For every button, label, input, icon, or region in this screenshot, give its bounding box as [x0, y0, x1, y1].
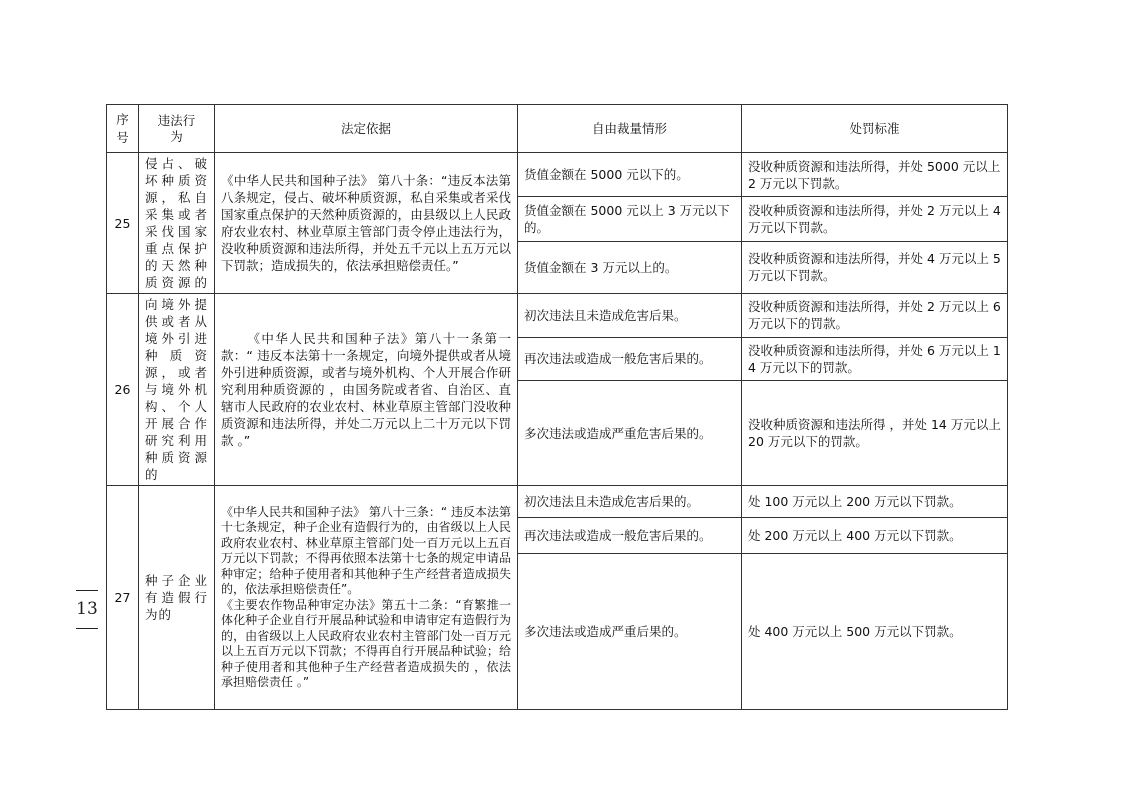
penalty-cell: 处 100 万元以上 200 万元以下罚款。 [742, 486, 1008, 518]
penalty-cell: 处 400 万元以上 500 万元以下罚款。 [742, 554, 1008, 710]
row-basis-text: 《中华人民共和国种子法》第八十一条第一款：“ 违反本法第十一条规定，向境外提供或者从境外引进种质资源，或者与境外机构、个人开展合作研究利用种质资源的 ，由国务院或者省、自治区、直辖市人民政府的农业农村、林业草原主管部门没收种质资源和违法所得，并处二万元以上二十万元以下罚款 。” [221, 331, 511, 448]
penalty-cell: 处 200 万元以上 400 万元以下罚款。 [742, 518, 1008, 554]
row-basis [215, 486, 518, 710]
header-act: 违法行为 [139, 105, 215, 153]
discretion-cell: 初次违法且未造成危害后果。 [518, 294, 742, 338]
table-header-row [107, 105, 1008, 153]
table-row [107, 294, 1008, 338]
header-basis: 法定依据 [215, 105, 518, 153]
penalty-cell: 没收种质资源和违法所得，并处 2 万元以上 4 万元以下罚款。 [742, 197, 1008, 241]
row-act: 侵占、破坏种质资源，私自采集或者采伐国家重点保护的天然种质资源的 [139, 153, 215, 294]
page-number-dash-bottom [74, 620, 100, 636]
discretion-cell: 货值金额在 5000 元以下的。 [518, 153, 742, 197]
row-basis [215, 294, 518, 486]
table-row [107, 153, 1008, 197]
page-number-dash-top [74, 582, 100, 598]
row-seq: 26 [107, 294, 139, 486]
page-number-text: 13 [76, 599, 98, 619]
discretion-cell: 货值金额在 3 万元以上的。 [518, 241, 742, 293]
penalty-cell: 没收种质资源和违法所得 ，并处 14 万元以上 20 万元以下的罚款。 [742, 381, 1008, 486]
discretion-cell: 初次违法且未造成危害后果的。 [518, 486, 742, 518]
header-discretion: 自由裁量情形 [518, 105, 742, 153]
row-act: 种子企业有造假行为的 [139, 486, 215, 710]
header-penalty: 处罚标准 [742, 105, 1008, 153]
penalty-cell: 没收种质资源和违法所得，并处 2 万元以上 6 万元以下的罚款。 [742, 294, 1008, 338]
discretion-cell: 再次违法或造成一般危害后果的。 [518, 518, 742, 554]
table-row [107, 486, 1008, 518]
header-seq: 序号 [107, 105, 139, 153]
row-seq: 25 [107, 153, 139, 294]
penalty-standards-table [106, 104, 1008, 710]
row-seq: 27 [107, 486, 139, 710]
row-basis-text: 《中华人民共和国种子法》 第八十三条：“ 违反本法第十七条规定，种子企业有造假行为的，由省级以上人民政府农业农村、林业草原主管部门处一百万元以上五百万元以下罚款；不得再依照本法第十七条的规定申请品种审定；给种子使用者和其他种子生产经营者造成损失的，依法承担赔偿责任”。 [221, 504, 511, 596]
penalty-cell: 没收种质资源和违法所得，并处 6 万元以上 14 万元以下的罚款。 [742, 337, 1008, 381]
discretion-cell: 多次违法或造成严重危害后果的。 [518, 381, 742, 486]
row-basis: 《中华人民共和国种子法》 第八十条：“违反本法第八条规定，侵占、破坏种质资源，私自采集或者采伐国家重点保护的天然种质资源的，由县级以上人民政府农业农村、林业草原主管部门责令停止违法行为，没收种质资源和违法所得，并处五千元以上五万元以下罚款；造成损失的，依法承担赔偿责任。” [215, 153, 518, 294]
row-basis-text-2: 《主要农作物品种审定办法》第五十二条：“育繁推一体化种子企业自行开展品种试验和申请审定有造假行为的，由省级以上人民政府农业农村主管部门处一百万元以上五百万元以下罚款；不得再自行开展品种试验；给种子使用者和其他种子生产经营者造成损失的 ，依法承担赔偿责任 。” [221, 597, 511, 689]
discretion-cell: 再次违法或造成一般危害后果的。 [518, 337, 742, 381]
page-number [74, 582, 100, 636]
penalty-cell: 没收种质资源和违法所得，并处 5000 元以上 2 万元以下罚款。 [742, 153, 1008, 197]
discretion-cell: 货值金额在 5000 元以上 3 万元以下的。 [518, 197, 742, 241]
row-act: 向境外提供或者从境外引进种质资源，或者与境外机构、个人开展合作研究利用种质资源的 [139, 294, 215, 486]
penalty-cell: 没收种质资源和违法所得，并处 4 万元以上 5 万元以下罚款。 [742, 241, 1008, 293]
discretion-cell: 多次违法或造成严重后果的。 [518, 554, 742, 710]
